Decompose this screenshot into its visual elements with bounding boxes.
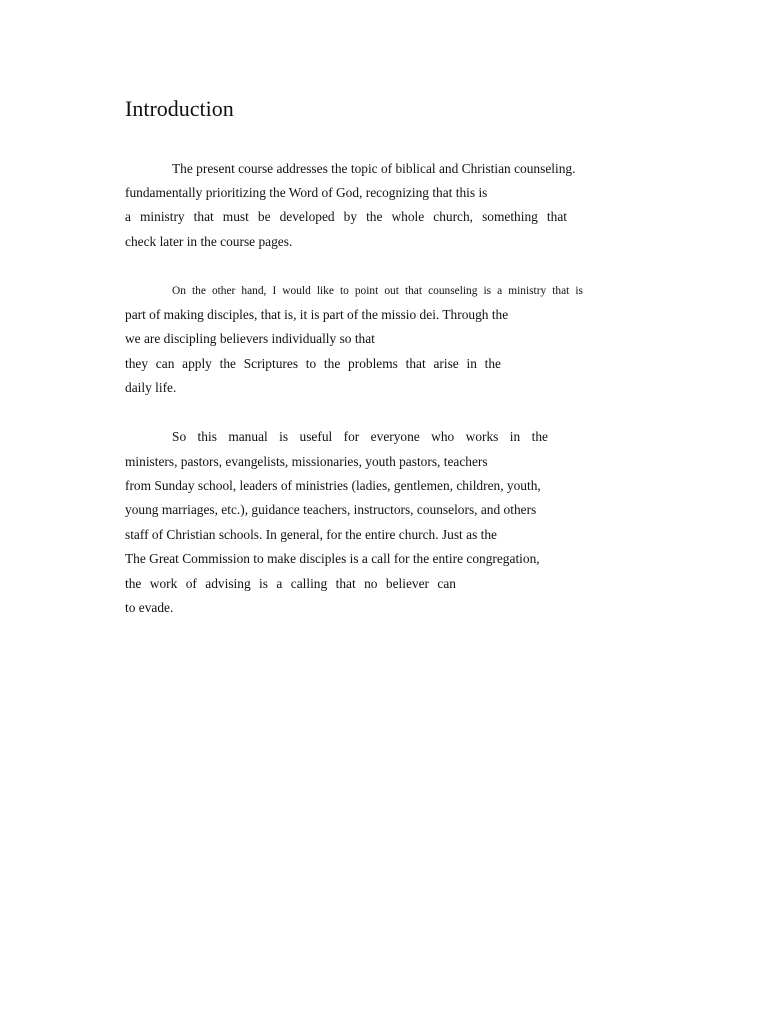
paragraph-3-line-1: So this manual is useful for everyone who works in the [172, 429, 548, 444]
paragraph-1-line-2: fundamentally prioritizing the Word of God, recognizing that this is [125, 185, 488, 200]
paragraph-3-line-5: staff of Christian schools. In general, for the entire church. Just as the [125, 527, 497, 542]
paragraph-3-line-4: young marriages, etc.), guidance teachers, instructors, counselors, and others [125, 502, 537, 517]
paragraph-2-line-4: they can apply the Scriptures to the problems that arise in the [125, 356, 501, 371]
paragraph-3-line-3: from Sunday school, leaders of ministries (ladies, gentlemen, children, youth, [125, 478, 541, 493]
page-title: Introduction [125, 96, 234, 121]
paragraph-2-line-2: part of making disciples, that is, it is part of the missio dei. Through the [125, 307, 509, 322]
paragraph-1-line-1: The present course addresses the topic of biblical and Christian counseling. [172, 161, 576, 176]
paragraph-1-line-3: a ministry that must be developed by the whole church, something that [125, 209, 567, 224]
paragraph-2-line-5: daily life. [125, 380, 177, 395]
paragraph-3-line-2: ministers, pastors, evangelists, missionaries, youth pastors, teachers [125, 454, 488, 469]
paragraph-3-line-7: the work of advising is a calling that no believer can [125, 576, 456, 591]
paragraph-3-line-8: to evade. [125, 600, 174, 615]
paragraph-2-line-1: On the other hand, I would like to point out that counseling is a ministry that is [172, 285, 583, 297]
paragraph-1-line-4: check later in the course pages. [125, 234, 293, 249]
paragraph-2-line-3: we are discipling believers individually so that [125, 331, 375, 346]
paragraph-3-line-6: The Great Commission to make disciples is a call for the entire congregation, [125, 551, 540, 566]
